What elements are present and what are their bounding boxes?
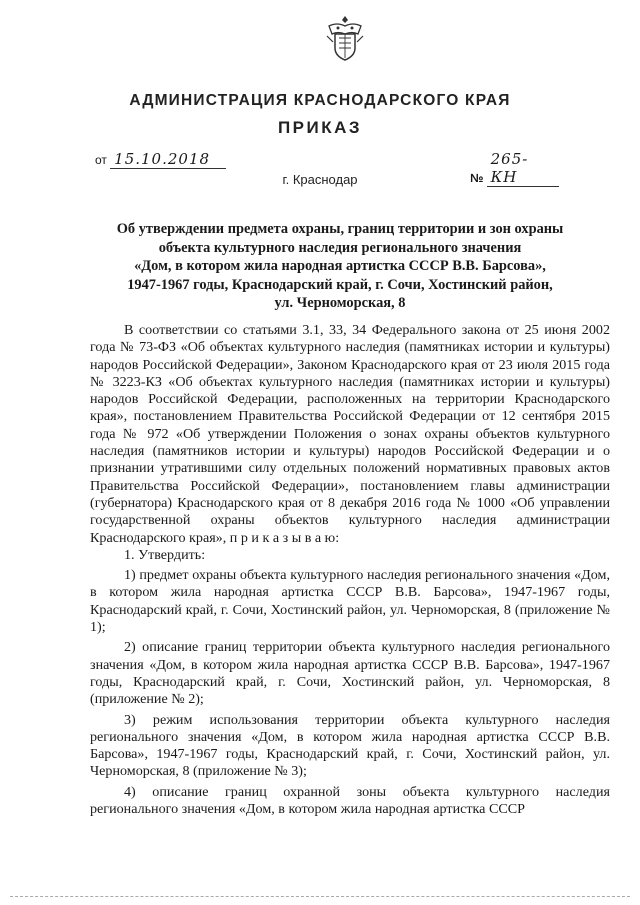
title-line: 1947-1967 годы, Краснодарский край, г. Сочи, Хостинский район,	[127, 276, 553, 293]
preamble-paragraph: В соответствии со статьями 3.1, 33, 34 Федерального закона от 25 июня 2002 года № 73-ФЗ «Об объектах культурного наследия (памятниках истории и культуры) народов Российской Федерации», Законом Краснодарского края от 23 июля 2015 года № 3223-КЗ «Об объектах культурного наследия (памятниках истории и культуры) народов Российской Федерации, расположенных на территории Краснодарского края», постановлением Правительства Российской Федерации от 12 сентября 2015 года № 972 «Об утверждении Положения о зонах охраны объектов культурного наследия (памятников истории и культуры) народов Российской Федерации и о признании утратившими силу отдельных положений нормативных правовых актов Правительства Российской Федерации», постановлением главы администрации (губернатора) Краснодарского края от 8 декабря 2016 года № 1000 «Об управлении государственной охраны объектов культурного наследия администрации Краснодарского края», п р и к а з ы в а ю:	[90, 322, 610, 546]
point-1: 1. Утвердить:	[124, 546, 206, 563]
date-prefix: от	[95, 153, 107, 167]
number-prefix: №	[470, 171, 484, 185]
scan-edge-divider	[10, 896, 630, 899]
organization-name: АДМИНИСТРАЦИЯ КРАСНОДАРСКОГО КРАЯ	[129, 92, 511, 109]
title-line: ул. Черноморская, 8	[274, 295, 406, 311]
item-2: 2) описание границ территории объекта культурного наследия регионального значения «Дом, в котором жила народная артистка СССР В.В. Барсова», 1947-1967 годы, Краснодарский край, г. Сочи, Хостинский район, ул. Черноморская, 8 (приложение № 2);	[90, 639, 610, 708]
document-type: ПРИКАЗ	[277, 118, 363, 137]
item-4: 4) описание границ охранной зоны объекта культурного наследия регионального значения «Дом, в котором жила народная артистка СССР	[90, 783, 610, 818]
title-line: «Дом, в котором жила народная артистка СССР В.В. Барсова»,	[134, 258, 546, 274]
title-line: объекта культурного наследия регионального значения	[158, 239, 522, 256]
title-line: Об утверждении предмета охраны, границ территории и зон охраны	[116, 221, 564, 237]
document-body	[90, 322, 610, 818]
city-name: г. Краснодар	[282, 172, 358, 187]
date-field	[95, 150, 226, 169]
item-3: 3) режим использования территории объекта культурного наследия регионального значения «Дом, в котором жила народная артистка СССР В.В. Барсова», 1947-1967 годы, Краснодарский край, г. Сочи, Хостинский район, ул. Черноморская, 8 (приложение № 3);	[90, 711, 610, 780]
handwritten-date: 15.10.2018	[110, 150, 226, 169]
item-1: 1) предмет охраны объекта культурного наследия регионального значения «Дом, в котором жила народная артистка СССР В.В. Барсова», 1947-1967 годы, Краснодарский край, г. Сочи, Хостинский район, ул. Черноморская, 8 (приложение № 1);	[90, 567, 610, 636]
handwritten-number: 265-КН	[487, 150, 559, 187]
coat-of-arms-emblem	[325, 14, 365, 62]
document-title	[80, 220, 600, 313]
